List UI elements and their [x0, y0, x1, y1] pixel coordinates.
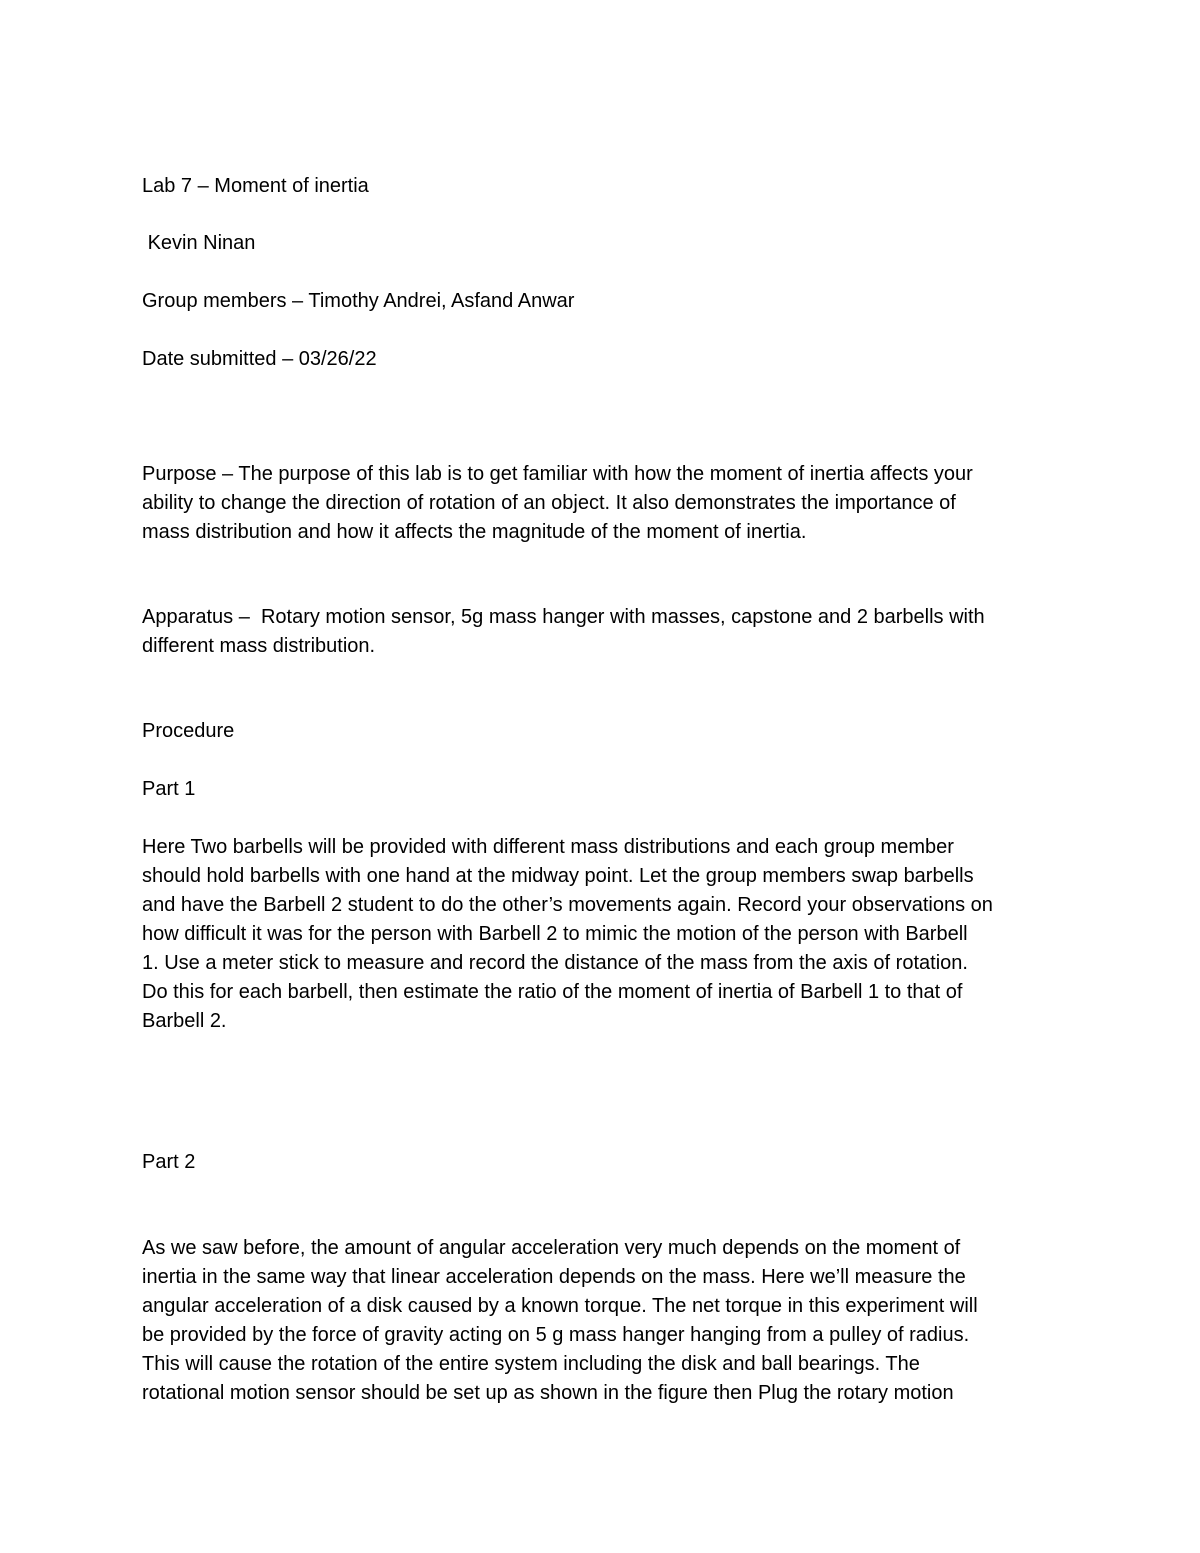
part2-heading: Part 2: [142, 1151, 196, 1173]
procedure-heading: Procedure: [142, 720, 235, 742]
date-submitted: Date submitted – 03/26/22: [142, 348, 377, 370]
purpose-paragraph: Purpose – The purpose of this lab is to get familiar with how the moment of inertia affects your ability to change the direction of rotation of an object. It also demonstrates the importance of mass distribution and how it affects the magnitude of the moment of inertia.: [142, 463, 973, 543]
author-name: Kevin Ninan: [142, 232, 256, 254]
part1-heading: Part 1: [142, 778, 196, 800]
document-title: Lab 7 – Moment of inertia: [142, 175, 369, 197]
part2-paragraph: As we saw before, the amount of angular acceleration very much depends on the moment of inertia in the same way that linear acceleration depends on the mass. Here we’ll measure the angular acceleration of a disk caused by a known torque. The net torque in this experiment will be provided by the force of gravity acting on 5 g mass hanger hanging from a pulley of radius. This will cause the rotation of the entire system including the disk and ball bearings. The rotational motion sensor should be set up as shown in the figure then Plug the rotary motion: [142, 1237, 978, 1404]
group-members: Group members – Timothy Andrei, Asfand Anwar: [142, 290, 575, 312]
apparatus-paragraph: Apparatus – Rotary motion sensor, 5g mass hanger with masses, capstone and 2 barbells with different mass distribution.: [142, 606, 985, 657]
part1-paragraph: Here Two barbells will be provided with different mass distributions and each group member should hold barbells with one hand at the midway point. Let the group members swap barbells and have the Barbell 2 student to do the other’s movements again. Record your observations on how difficult it was for the person with Barbell 2 to mimic the motion of the person with Barbell 1. Use a meter stick to measure and record the distance of the mass from the axis of rotation. Do this for each barbell, then estimate the ratio of the moment of inertia of Barbell 1 to that of Barbell 2.: [142, 836, 993, 1032]
